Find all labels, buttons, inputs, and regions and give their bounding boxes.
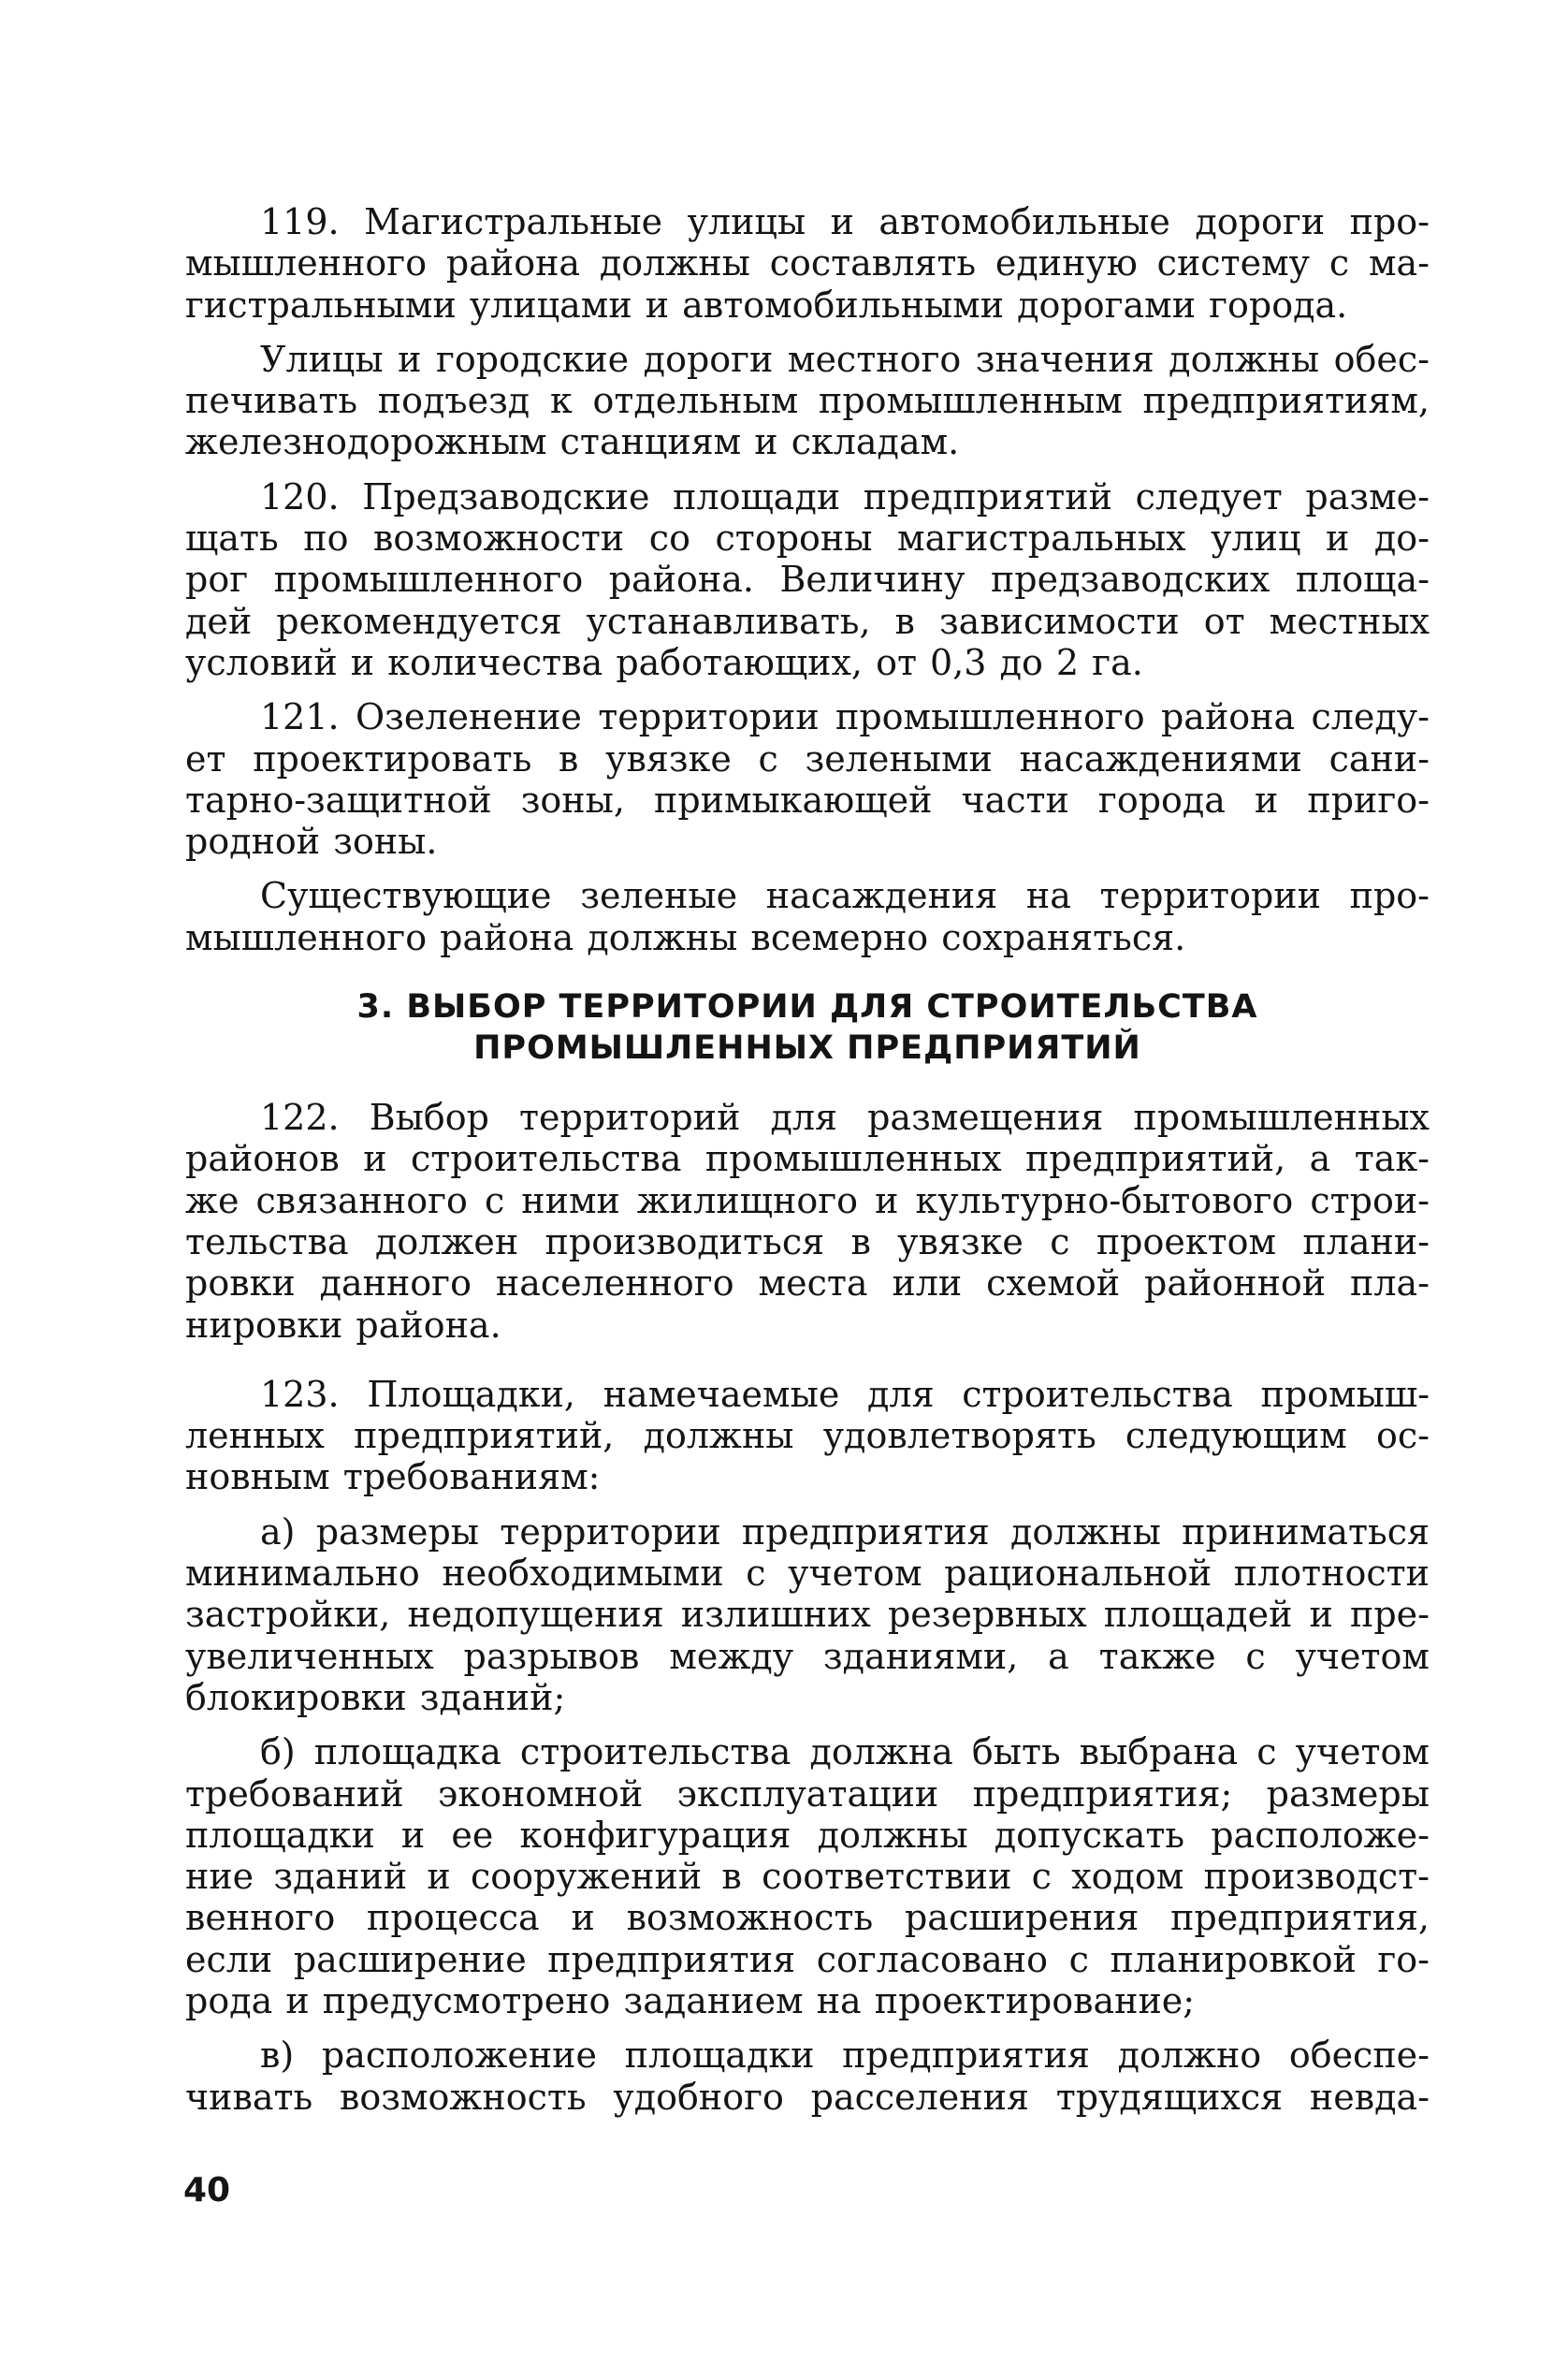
text-line: же связанного с ними жилищного и культурно-бытового строи- bbox=[185, 1179, 1430, 1221]
text-line: площадки и ее конфигурация должны допускать расположе- bbox=[185, 1814, 1430, 1856]
text-line: рог промышленного района. Величину предзаводских площа- bbox=[185, 559, 1430, 601]
text-line: 122. Выбор территорий для размещения промышленных bbox=[260, 1097, 1430, 1139]
section-heading bbox=[185, 986, 1430, 1069]
heading-line: ПРОМЫШЛЕННЫХ ПРЕДПРИЯТИЙ bbox=[473, 1029, 1141, 1068]
text-line: б) площадка строительства должна быть выбрана с учетом bbox=[260, 1731, 1430, 1773]
text-line: Улицы и городские дороги местного значения должны обес- bbox=[260, 338, 1430, 380]
paragraph-123 bbox=[185, 1374, 1430, 1498]
paragraph-121 bbox=[185, 696, 1430, 862]
text-line: мышленного района должны всемерно сохраняться. bbox=[185, 916, 1186, 958]
text-line: гистральными улицами и автомобильными дорогами города. bbox=[185, 284, 1348, 326]
text-line: щать по возможности со стороны магистральных улиц и до- bbox=[185, 518, 1430, 560]
text-line: мышленного района должны составлять единую систему с ма- bbox=[185, 242, 1430, 284]
text-line: чивать возможность удобного расселения трудящихся невда- bbox=[185, 2076, 1430, 2118]
text-line: ровки данного населенного места или схемой районной пла- bbox=[185, 1262, 1430, 1305]
paragraph-123-c bbox=[185, 2034, 1430, 2118]
paragraph-119 bbox=[185, 201, 1430, 326]
text-line: блокировки зданий; bbox=[185, 1676, 566, 1718]
text-line: венного процесса и возможность расширения предприятия, bbox=[185, 1897, 1430, 1939]
text-line: условий и количества работающих, от 0,3 до 2 га. bbox=[185, 641, 1143, 683]
text-line: требований экономной эксплуатации предприятия; размеры bbox=[185, 1772, 1430, 1815]
page-body bbox=[185, 201, 1430, 2118]
text-line: тарно-защитной зоны, примыкающей части города и приго- bbox=[185, 779, 1430, 821]
text-line: Существующие зеленые насаждения на территории про- bbox=[260, 875, 1430, 917]
text-line: ленных предприятий, должны удовлетворять следующим ос- bbox=[185, 1415, 1430, 1457]
text-line: ет проектировать в увязке с зелеными насаждениями сани- bbox=[185, 737, 1430, 780]
text-line: печивать подъезд к отдельным промышленным предприятиям, bbox=[185, 380, 1430, 422]
text-line: а) размеры территории предприятия должны приниматься bbox=[260, 1510, 1430, 1553]
text-line: нировки района. bbox=[185, 1304, 501, 1346]
text-line: районов и строительства промышленных предприятий, а так- bbox=[185, 1138, 1430, 1180]
page-number: 40 bbox=[183, 2171, 231, 2209]
text-line: дей рекомендуется устанавливать, в зависимости от местных bbox=[185, 600, 1430, 642]
paragraph-123-a bbox=[185, 1511, 1430, 1718]
text-line: если расширение предприятия согласовано с планировкой го- bbox=[185, 1938, 1430, 1980]
text-line: минимально необходимыми с учетом рациональной плотности bbox=[185, 1553, 1430, 1595]
text-line: 121. Озеленение территории промышленного района следу- bbox=[260, 696, 1430, 738]
text-line: 123. Площадки, намечаемые для строительства промыш- bbox=[260, 1373, 1430, 1415]
text-line: 120. Предзаводские площади предприятий следует разме- bbox=[260, 475, 1430, 518]
heading-line: 3. ВЫБОР ТЕРРИТОРИИ ДЛЯ СТРОИТЕЛЬСТВА bbox=[356, 988, 1258, 1027]
text-line: застройки, недопущения излишних резервных площадей и пре- bbox=[185, 1594, 1430, 1636]
text-line: рода и предусмотрено заданием на проектирование; bbox=[185, 1979, 1196, 2021]
text-line: ние зданий и сооружений в соответствии с ходом производст- bbox=[185, 1856, 1430, 1898]
paragraph-121-continued bbox=[185, 875, 1430, 958]
text-line: новным требованиям: bbox=[185, 1456, 601, 1498]
text-line: железнодорожным станциям и складам. bbox=[185, 421, 960, 463]
paragraph-119-continued bbox=[185, 339, 1430, 463]
text-line: увеличенных разрывов между зданиями, а также с учетом bbox=[185, 1635, 1430, 1677]
text-line: родной зоны. bbox=[185, 821, 438, 863]
text-line: в) расположение площадки предприятия должно обеспе- bbox=[260, 2034, 1430, 2077]
paragraph-120 bbox=[185, 476, 1430, 683]
text-line: тельства должен производиться в увязке с проектом плани- bbox=[185, 1220, 1430, 1262]
text-line: 119. Магистральные улицы и автомобильные дороги про- bbox=[260, 201, 1430, 242]
paragraph-123-b bbox=[185, 1731, 1430, 2021]
paragraph-122 bbox=[185, 1097, 1430, 1346]
